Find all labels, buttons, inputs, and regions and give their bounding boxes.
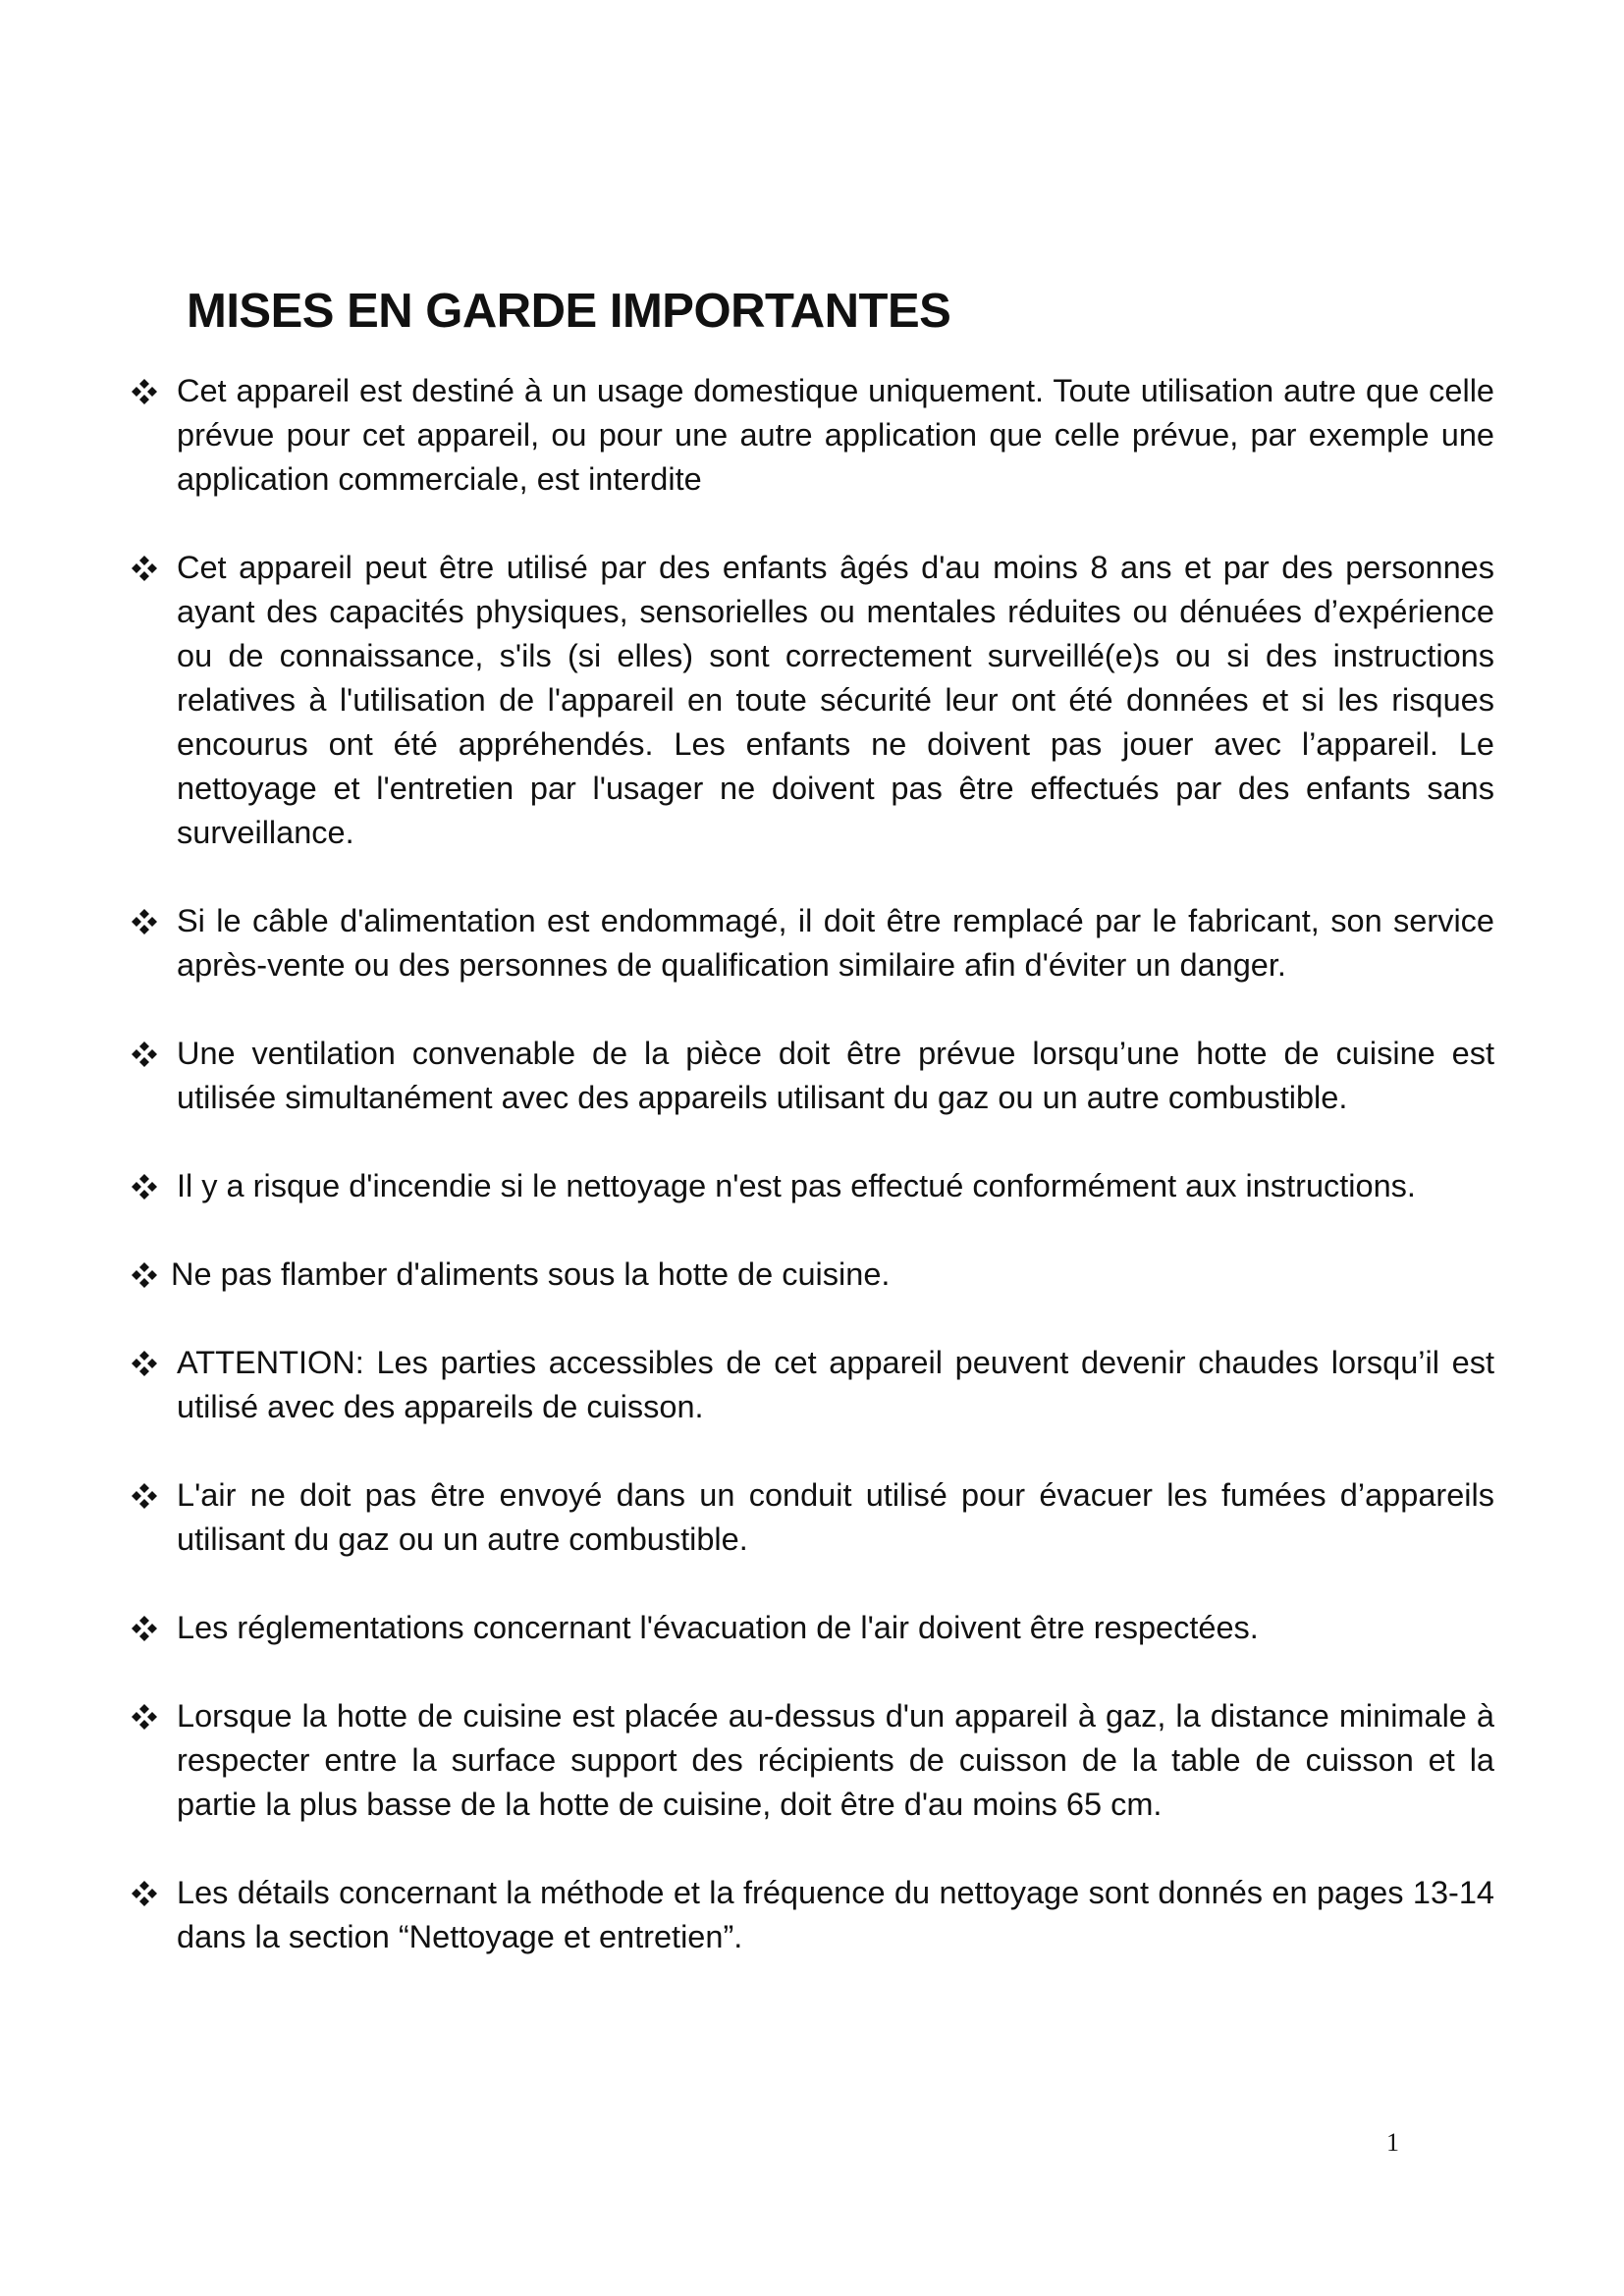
warning-text: L'air ne doit pas être envoyé dans un conduit utilisé pour évacuer les fumées d’appareils utilisant du gaz ou un autre combustible.	[177, 1477, 1494, 1557]
page-title: MISES EN GARDE IMPORTANTES	[187, 285, 951, 338]
four-diamond-bullet-icon	[130, 907, 159, 936]
warning-text: Lorsque la hotte de cuisine est placée au-dessus d'un appareil à gaz, la distance minimale à respecter entre la surface support des récipients de cuisson de la table de cuisson et la partie la plus basse de la hotte de cuisine, doit être d'au moins 65 cm.	[177, 1698, 1494, 1822]
four-diamond-bullet-icon	[130, 554, 159, 583]
four-diamond-bullet-icon	[130, 1614, 159, 1643]
warning-text: Cet appareil peut être utilisé par des enfants âgés d'au moins 8 ans et par des personnes ayant des capacités physiques, sensorielles ou mentales réduites ou dénuées d’expérience ou de connaissance, s'ils (si elles) sont correctement surveillé(e)s ou si des instructions relatives à l'utilisation de l'appareil en toute sécurité leur ont été données et si les risques encourus ont été appréhendés. Les enfants ne doivent pas jouer avec l’appareil. Le nettoyage et l'entretien par l'usager ne doivent pas être effectués par des enfants sans surveillance.	[177, 550, 1494, 850]
warning-text: Si le câble d'alimentation est endommagé, il doit être remplacé par le fabricant, son service après-vente ou des personnes de qualification similaire afin d'éviter un danger.	[177, 903, 1494, 983]
warning-text: Une ventilation convenable de la pièce doit être prévue lorsqu’une hotte de cuisine est utilisée simultanément avec des appareils utilisant du gaz ou un autre combustible.	[177, 1036, 1494, 1115]
warning-text: Il y a risque d'incendie si le nettoyage n'est pas effectué conformément aux instructions.	[177, 1168, 1416, 1203]
warning-text: Les réglementations concernant l'évacuation de l'air doivent être respectées.	[177, 1610, 1259, 1645]
four-diamond-bullet-icon	[130, 1879, 159, 1908]
four-diamond-bullet-icon	[130, 1349, 159, 1378]
warning-text: Cet appareil est destiné à un usage domestique uniquement. Toute utilisation autre que celle prévue pour cet appareil, ou pour une autre application que celle prévue, par exemple une application commerciale, est interdite	[177, 373, 1494, 497]
four-diamond-bullet-icon	[130, 1702, 159, 1732]
four-diamond-bullet-icon	[130, 1172, 159, 1201]
page-number: 1	[1386, 2128, 1399, 2157]
warning-text: ATTENTION: Les parties accessibles de cet appareil peuvent devenir chaudes lorsqu’il est utilisé avec des appareils de cuisson.	[177, 1345, 1494, 1424]
four-diamond-bullet-icon	[130, 377, 159, 406]
warning-text: Ne pas flamber d'aliments sous la hotte de cuisine.	[171, 1256, 891, 1292]
four-diamond-bullet-icon	[130, 1040, 159, 1069]
four-diamond-bullet-icon	[130, 1260, 159, 1290]
warning-text: Les détails concernant la méthode et la fréquence du nettoyage sont donnés en pages 13-14 dans la section “Nettoyage et entretien”.	[177, 1875, 1494, 1954]
four-diamond-bullet-icon	[130, 1481, 159, 1511]
